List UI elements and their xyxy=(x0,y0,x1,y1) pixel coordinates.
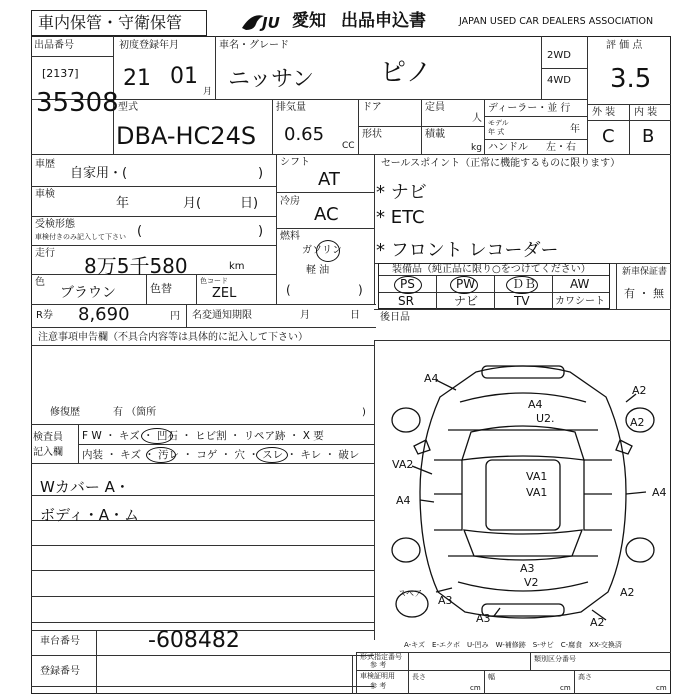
equipment-aw: AW xyxy=(570,277,590,291)
displacement-value: 0.65 xyxy=(284,124,325,145)
length-label: 長さ xyxy=(412,673,426,681)
registration-label: 登録番号 xyxy=(40,666,80,677)
inspection-year: 年 xyxy=(116,196,130,211)
ps-circle xyxy=(394,276,422,294)
model-year-label: モデル xyxy=(488,119,509,127)
repaint-label: 色替 xyxy=(150,282,172,295)
equipment-ps: PS xyxy=(400,277,415,291)
damage-mark: A2 xyxy=(590,616,605,629)
spare-label: スペア xyxy=(398,589,422,598)
selling-points-label: セールスポイント（正常に機能するものに限ります） xyxy=(381,158,621,169)
exterior-grade: C xyxy=(602,126,615,147)
damage-mark: A2 xyxy=(632,384,647,397)
model-year-unit: 年 xyxy=(570,124,580,135)
reception-close: ) xyxy=(258,224,264,239)
drive-2wd: 2WD xyxy=(547,50,571,61)
equipment-sr: SR xyxy=(398,294,414,308)
reg-year-label: 初度登録年月 xyxy=(119,40,179,51)
load-unit: kg xyxy=(471,143,482,153)
repair-history-label: 修復歴 xyxy=(50,407,80,418)
entry-number: 35308 xyxy=(36,88,119,118)
inspection-month: 月( xyxy=(183,196,202,211)
entry-number-label: 出品番号 xyxy=(34,40,74,51)
inspection-label: 車検 xyxy=(35,189,55,200)
fuel-label: 燃料 xyxy=(280,231,300,242)
car-name-label: 車名・グレード xyxy=(219,40,289,51)
equipment-navi-db: ＤＢ xyxy=(512,277,537,291)
dent-circle xyxy=(141,428,173,444)
model-year-label-2: 年 式 xyxy=(488,128,505,136)
equipment-navi: ナビ xyxy=(454,294,479,308)
damage-mark: A3 xyxy=(438,594,453,607)
mileage-label: 走行 xyxy=(35,248,55,259)
stain-circle xyxy=(146,447,176,463)
aircon-label: 冷房 xyxy=(280,196,300,207)
exterior-label: 外 装 xyxy=(592,107,616,118)
color-value: ブラウン xyxy=(60,285,116,301)
damage-mark: VA1 xyxy=(526,470,548,483)
reg-month-unit: 月 xyxy=(203,87,213,97)
shape-label: 形状 xyxy=(362,129,382,140)
reg-month-value: 01 xyxy=(170,64,198,89)
car-maker: ニッサン xyxy=(228,67,315,92)
damage-mark: A4 xyxy=(528,398,543,411)
shift-label: シフト xyxy=(280,157,310,168)
history-close: ) xyxy=(258,166,264,181)
car-model: ピノ xyxy=(380,58,432,88)
inspector-check-row-2: 内装 ・ キズ ・ 汚レ ・ コゲ ・ 穴 ・ スレ ・ キレ ・ 破レ xyxy=(82,449,360,461)
door-label: ドア xyxy=(362,102,382,113)
interior-grade: B xyxy=(642,126,655,147)
fuel-open: ( xyxy=(286,283,291,297)
pw-circle xyxy=(450,276,478,294)
dealer-label: ディーラー・並 行 xyxy=(488,103,571,114)
displacement-unit: CC xyxy=(342,141,355,151)
equipment-label: 装備品（純正品に限り○をつけてください） xyxy=(392,264,591,275)
height-label: 高さ xyxy=(578,673,592,681)
selling-point-item: * ナビ xyxy=(376,182,427,203)
equipment-tv: TV xyxy=(514,294,530,308)
cert-label: 車検証明用 xyxy=(360,672,395,680)
history-value: 自家用・( xyxy=(70,166,128,181)
storage-stamp: 車内保管・守衛保管 xyxy=(38,13,183,32)
chassis-number: -608482 xyxy=(148,628,240,653)
deadline-label: 名変通知期限 xyxy=(192,310,252,321)
model-code-label: 型式 xyxy=(118,102,138,113)
damage-mark: VA1 xyxy=(526,486,548,499)
recycle-label: R券 xyxy=(36,310,53,321)
color-code-label: 色コード xyxy=(200,277,228,285)
repair-history-value: 有 （箇所 xyxy=(113,407,157,418)
score-value: 3.5 xyxy=(610,64,652,94)
capacity-unit: 人 xyxy=(472,113,482,124)
form-number-ref: 参 考 xyxy=(370,661,387,669)
remark-line: ボディ・A・ム xyxy=(40,506,140,524)
recycle-value: 8,690 xyxy=(78,304,130,325)
damage-mark: A2 xyxy=(630,416,645,429)
new-warranty-label: 新車保証書 xyxy=(622,267,668,277)
handle-label: ハンドル xyxy=(488,142,528,153)
org-name: 愛知 xyxy=(292,11,326,31)
model-code-value: DBA-HC24S xyxy=(116,122,257,150)
damage-mark: A4 xyxy=(424,372,439,385)
capacity-label: 定員 xyxy=(425,102,445,113)
reception-open: ( xyxy=(137,224,143,239)
damage-mark: A3 xyxy=(520,562,535,575)
association-subtitle: JAPAN USED CAR DEALERS ASSOCIATION xyxy=(459,16,654,27)
type-number-label: 類別区分番号 xyxy=(534,655,576,663)
score-label: 評 価 点 xyxy=(606,40,643,51)
navi-db-circle xyxy=(506,276,538,294)
handle-options: 左・右 xyxy=(546,142,576,153)
mileage-unit: km xyxy=(229,261,245,272)
equipment-pw: PW xyxy=(456,277,476,291)
new-warranty-options: 有 ・ 無 xyxy=(624,287,664,300)
cert-ref: 参 考 xyxy=(370,682,387,690)
remark-line: Wカバー A・ xyxy=(40,478,130,496)
interior-label: 内 装 xyxy=(634,107,658,118)
svg-text:JU: JU xyxy=(262,14,280,32)
deadline-month: 月 xyxy=(300,310,310,321)
damage-mark: A2 xyxy=(620,586,635,599)
reg-year-value: 21 xyxy=(123,66,151,91)
selling-point-item: * ETC xyxy=(376,207,425,228)
postscript-label: 後日品 xyxy=(380,312,410,323)
inspector-check-row-1: F W ・ キズ ・ 凹石 ・ ヒビ割 ・ リペア跡 ・ X 要 xyxy=(82,430,324,442)
fuel-selected-circle xyxy=(316,240,340,262)
load-label: 積載 xyxy=(425,129,445,140)
entry-bracket-number: [2137] xyxy=(42,67,79,80)
equipment-kawa-seat: カワシート xyxy=(555,296,605,307)
displacement-label: 排気量 xyxy=(276,102,306,113)
width-label: 幅 xyxy=(488,673,495,681)
reception-label: 受検形態 xyxy=(35,219,75,230)
car-damage-diagram xyxy=(376,342,670,638)
damage-mark: V2 xyxy=(524,576,539,589)
repair-history-close: ) xyxy=(362,407,366,418)
document-title: 出品申込書 xyxy=(341,11,426,31)
recycle-unit: 円 xyxy=(170,311,180,322)
damage-legend: A-キズ E-エクボ U-凹み W-補修跡 S-サビ C-腐食 XX-交換済 xyxy=(404,641,622,649)
inspector-label-2: 記入欄 xyxy=(33,447,63,458)
color-code-value: ZEL xyxy=(212,286,237,301)
notes-label: 注意事項申告欄（不具合内容等は具体的に記入して下さい） xyxy=(38,332,308,343)
damage-mark: A4 xyxy=(652,486,667,499)
fuel-gasoline: ガソリン xyxy=(302,245,342,256)
height-unit: cm xyxy=(656,684,667,692)
deadline-day: 日 xyxy=(350,310,360,321)
length-unit: cm xyxy=(470,684,481,692)
history-label: 車歴 xyxy=(35,159,55,170)
fuel-diesel: 軽 油 xyxy=(306,265,330,276)
selling-point-item: * フロント レコーダー xyxy=(376,240,559,261)
damage-mark: A4 xyxy=(396,494,411,507)
damage-mark: U2. xyxy=(536,412,555,425)
drive-4wd: 4WD xyxy=(547,75,571,86)
fuel-close: ) xyxy=(358,283,363,297)
color-label: 色 xyxy=(35,277,45,288)
form-number-label: 形式指定番号 xyxy=(360,653,402,661)
damage-mark: A3 xyxy=(476,612,491,625)
width-unit: cm xyxy=(560,684,571,692)
shift-value: AT xyxy=(318,169,340,190)
inspector-label-1: 検査員 xyxy=(33,432,63,443)
ju-logo xyxy=(238,10,290,32)
chassis-label: 車台番号 xyxy=(40,636,80,647)
inspection-day: 日) xyxy=(240,196,259,211)
damage-mark: VA2. xyxy=(392,458,417,471)
reception-note: 車検付きのみ記入して下さい xyxy=(35,233,126,241)
rub-circle xyxy=(256,447,288,463)
mileage-value: 8万5千580 xyxy=(84,254,188,278)
aircon-value: AC xyxy=(314,204,339,225)
